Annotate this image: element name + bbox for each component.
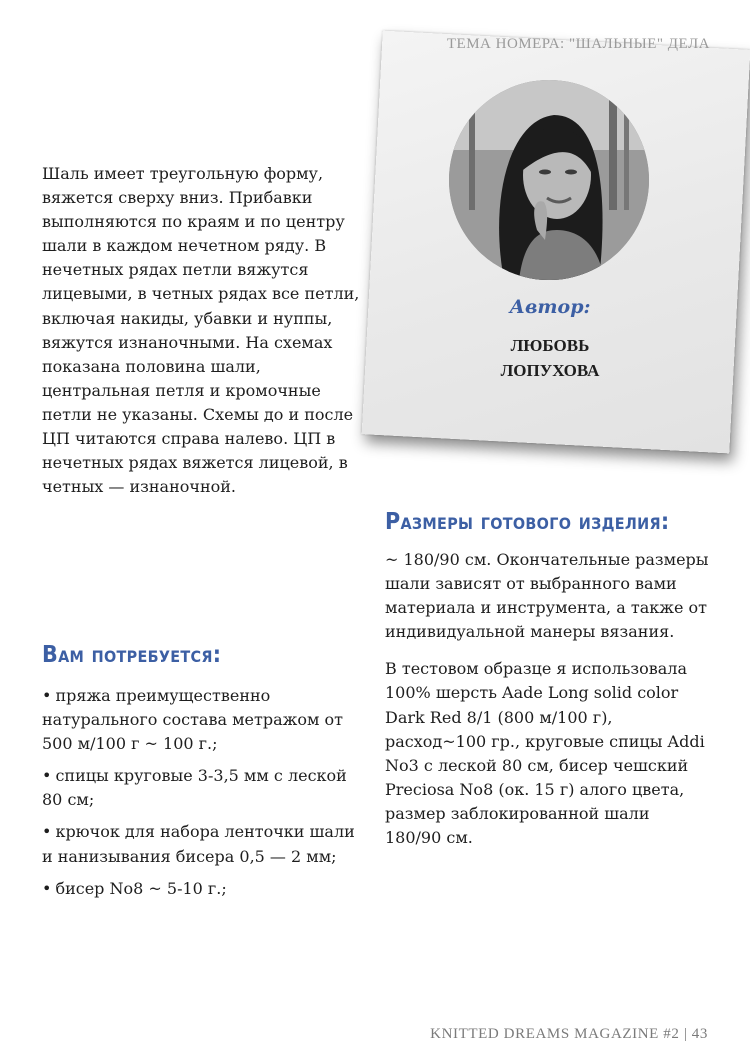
bullet-icon: • [42, 878, 52, 898]
author-name [450, 333, 650, 383]
list-item-text: пряжа преимущественно натурального состава метражом от 500 м/100 г ~ 100 г.; [42, 686, 344, 754]
list-item [42, 684, 362, 756]
list-item-text: бисер No8 ~ 5-10 г.; [55, 878, 227, 898]
list-item [42, 877, 362, 901]
author-label: Автор: [509, 296, 591, 318]
bullet-icon: • [42, 766, 52, 786]
author-portrait-icon [449, 80, 649, 280]
sizes-paragraph: ~ 180/90 см. Окончательные размеры шали зависят от выбранного вами материала и инструмента, а также от индивидуальной манеры вязания. [385, 550, 709, 642]
list-item-text: спицы круговые 3-3,5 мм с леской 80 см; [42, 766, 347, 810]
author-first-name: ЛЮБОВЬ [510, 336, 590, 355]
list-item-text: крючок для набора ленточки шали и нанизывания бисера 0,5 — 2 мм; [42, 822, 355, 866]
materials-heading: Вам потребуется: [42, 642, 222, 668]
materials-list [42, 684, 362, 909]
sizes-heading: Размеры готового изделия: [385, 509, 670, 535]
bullet-icon: • [42, 686, 52, 705]
section-header: ТЕМА НОМЕРА: "ШАЛЬНЫЕ" ДЕЛА [446, 36, 710, 52]
list-item [42, 764, 362, 812]
list-item [42, 820, 362, 868]
author-last-name: ЛОПУХОВА [500, 361, 600, 380]
sizes-section [385, 548, 710, 863]
author-photo [449, 80, 649, 280]
bullet-icon: • [42, 822, 52, 842]
page-footer: KNITTED DREAMS MAGAZINE #2 | 43 [430, 1026, 708, 1042]
sizes-paragraph: В тестовом образце я использовала 100% шерсть Aade Long solid color Dark Red 8/1 (800 м/100 г), расход~100 гр., круговые спицы Addi No3 с леской 80 см, бисер чешский Preciosa No8 (ок. 15 г) алого цвета, размер заблокированной шали 180/90 см. [385, 659, 705, 848]
intro-paragraph: Шаль имеет треугольную форму, вяжется сверху вниз. Прибавки выполняются по краям и по центру шали в каждом нечетном ряду. В нечетных рядах петли вяжутся лицевыми, в четных рядах все петли, включая накиды, убавки и нуппы, вяжутся изнаночными. На схемах показана половина шали, центральная петля и кромочные петли не указаны. Схемы до и после ЦП читаются справа налево. ЦП в нечетных рядах вяжется лицевой, в четных — изнаночной. [42, 164, 360, 497]
